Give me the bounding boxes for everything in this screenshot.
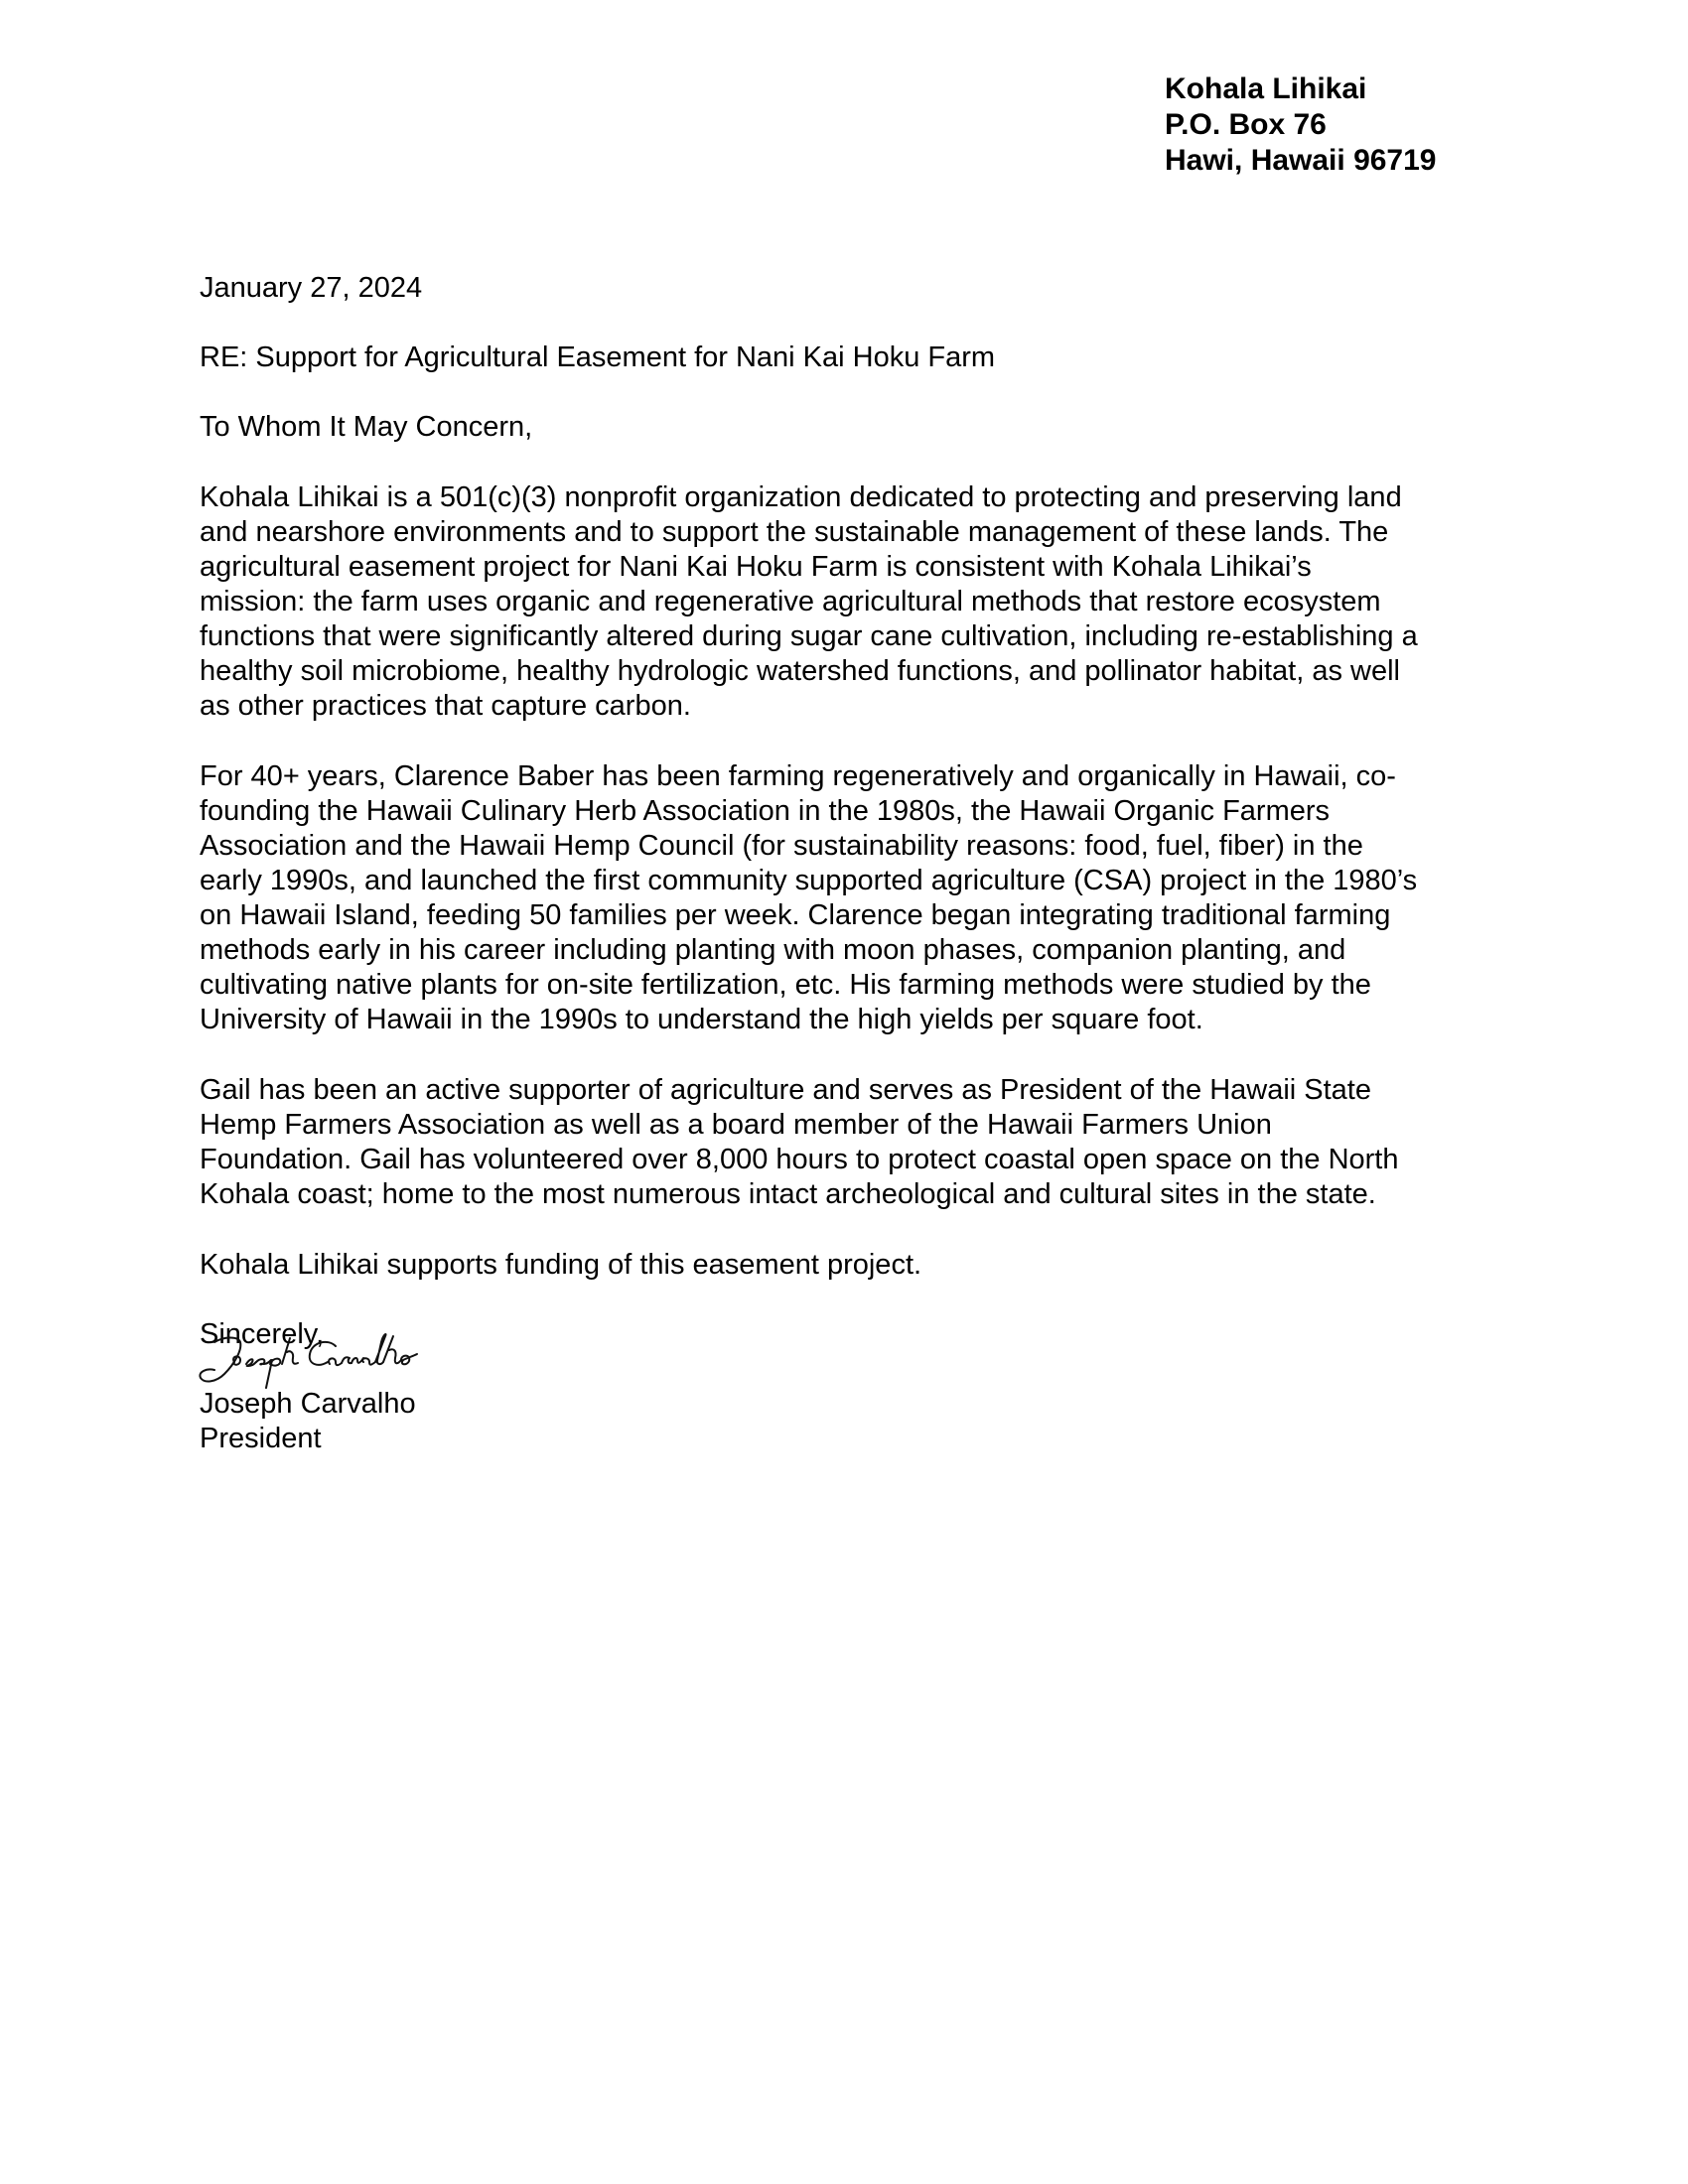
signer-name: Joseph Carvalho xyxy=(200,1388,416,1420)
paragraph-gail: Gail has been an active supporter of agriculture and serves as President of the Hawaii State Hemp Farmers Association as well as a board member of the Hawaii Farmers Union Foundation. Gail has volunteered over 8,000 hours to protect coastal open space on the North Kohala coast; home to the most numerous intact archeological and cultural sites in the state. xyxy=(200,1074,1399,1210)
po-box: P.O. Box 76 xyxy=(1165,108,1327,141)
paragraph-mission: Kohala Lihikai is a 501(c)(3) nonprofit organization dedicated to protecting and preserving land and nearshore environments and to support the sustainable management of these lands. The agricultural easement project for Nani Kai Hoku Farm is consistent with Kohala Lihikai’s mission: the farm uses organic and regenerative agricultural methods that restore ecosystem functions that were significantly altered during sugar cane cultivation, including re-establishing a healthy soil microbiome, healthy hydrologic watershed functions, and pollinator habitat, as well as other practices that capture carbon. xyxy=(200,481,1418,722)
org-name: Kohala Lihikai xyxy=(1165,72,1367,105)
salutation: To Whom It May Concern, xyxy=(200,411,533,443)
paragraph-support: Kohala Lihikai supports funding of this easement project. xyxy=(200,1249,922,1281)
signer-title: President xyxy=(200,1423,322,1454)
paragraph-clarence: For 40+ years, Clarence Baber has been farming regeneratively and organically in Hawaii, co- founding the Hawaii Culinary Herb Association in the 1980s, the Hawaii Organic Farmers Association and the Hawaii Hemp Council (for sustainability reasons: food, fuel, fiber) in the early 1990s, and launched the first community supported agriculture (CSA) project in the 1980’s on Hawaii Island, feeding 50 families per week. Clarence began integrating traditional farming methods early in his career including planting with moon phases, companion planting, and cultivating native plants for on-site fertilization, etc. His farming methods were studied by the University of Hawaii in the 1990s to understand the high yields per square foot. xyxy=(200,760,1418,1035)
city-state-zip: Hawi, Hawaii 96719 xyxy=(1165,144,1437,177)
letterhead xyxy=(1165,71,1437,179)
re-line: RE: Support for Agricultural Easement for Nani Kai Hoku Farm xyxy=(200,341,996,373)
letter-date: January 27, 2024 xyxy=(200,272,423,304)
closing: Sincerely, xyxy=(200,1318,325,1350)
handwritten-signature xyxy=(195,1330,473,1392)
